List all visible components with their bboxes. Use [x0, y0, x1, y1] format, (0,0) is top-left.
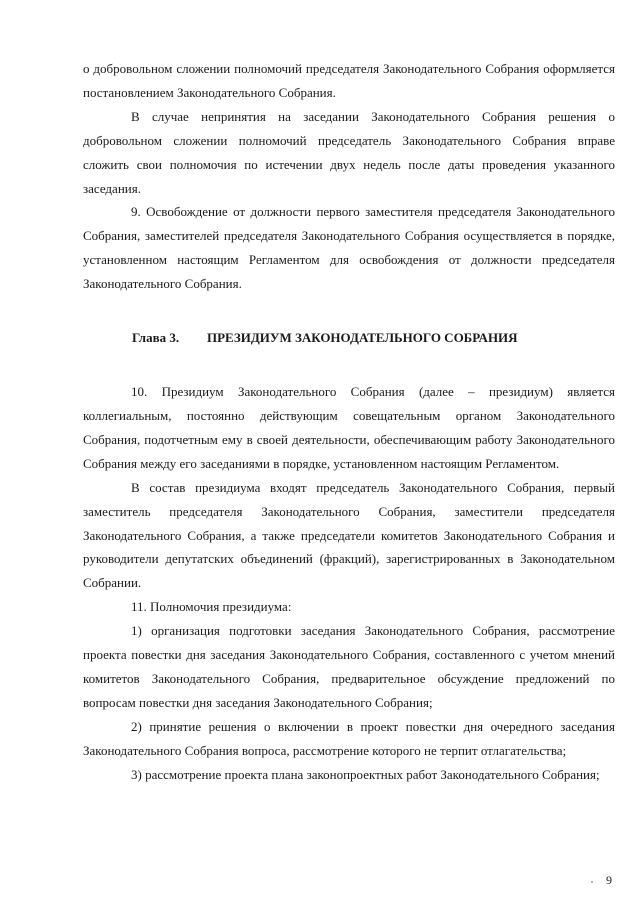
document-page: [83, 57, 615, 786]
paragraph: 11. Полномочия президиума:: [131, 599, 292, 615]
paragraph: В состав президиума входят председатель Законодательного Собрания, первый заместитель председателя Законодательного Собрания, заместители председателя Законодательного Собрания, а также председатели комитетов Законодательного Собрания и руководители депутатских объединений (фракций), зарегистрированных в Законодательном Собрании.: [83, 479, 615, 591]
page-number: 9: [606, 873, 612, 887]
paragraph: В случае непринятия на заседании Законодательного Собрания решения о добровольном сложении полномочий председатель Законодательного Собрания вправе сложить свои полномочия по истечении двух недель после даты проведения указанного заседания.: [83, 108, 615, 196]
chapter-heading: [83, 326, 615, 350]
paragraph: 1) организация подготовки заседания Законодательного Собрания, рассмотрение проекта повестки дня заседания Законодательного Собрания, составленного с учетом мнений комитетов Законодательного Собрания, предварительное обсуждение предложений по вопросам повестки дня заседания Законодательного Собрания;: [83, 623, 615, 710]
paragraph: 9. Освобождение от должности первого заместителя председателя Законодательного Собрания, заместителей председателя Законодательного Собрания осуществляется в порядке, установленном настоящим Регламентом для освобождения от должности председателя Законодательного Собрания.: [83, 204, 615, 292]
scan-speck: [591, 881, 593, 883]
chapter-number: Глава 3.: [132, 330, 180, 346]
paragraph: 10. Президиум Законодательного Собрания (далее – президиум) является коллегиальным, постоянно действующим совещательным органом Законодательного Собрания, подотчетным ему в своей деятельности, обеспечивающим работу Законодательного Собрания между его заседаниями в порядке, установленном настоящим Регламентом.: [83, 384, 615, 471]
paragraph: 2) принятие решения о включении в проект повестки дня очередного заседания Законодательного Собрания вопроса, рассмотрение которого не терпит отлагательства;: [83, 718, 615, 758]
paragraph: 3) рассмотрение проекта плана законопроектных работ Законодательного Собрания;: [131, 766, 600, 782]
chapter-title: ПРЕЗИДИУМ ЗАКОНОДАТЕЛЬНОГО СОБРАНИЯ: [207, 330, 518, 346]
paragraph: о добровольном сложении полномочий председателя Законодательного Собрания оформляется постановлением Законодательного Собрания.: [83, 61, 615, 100]
